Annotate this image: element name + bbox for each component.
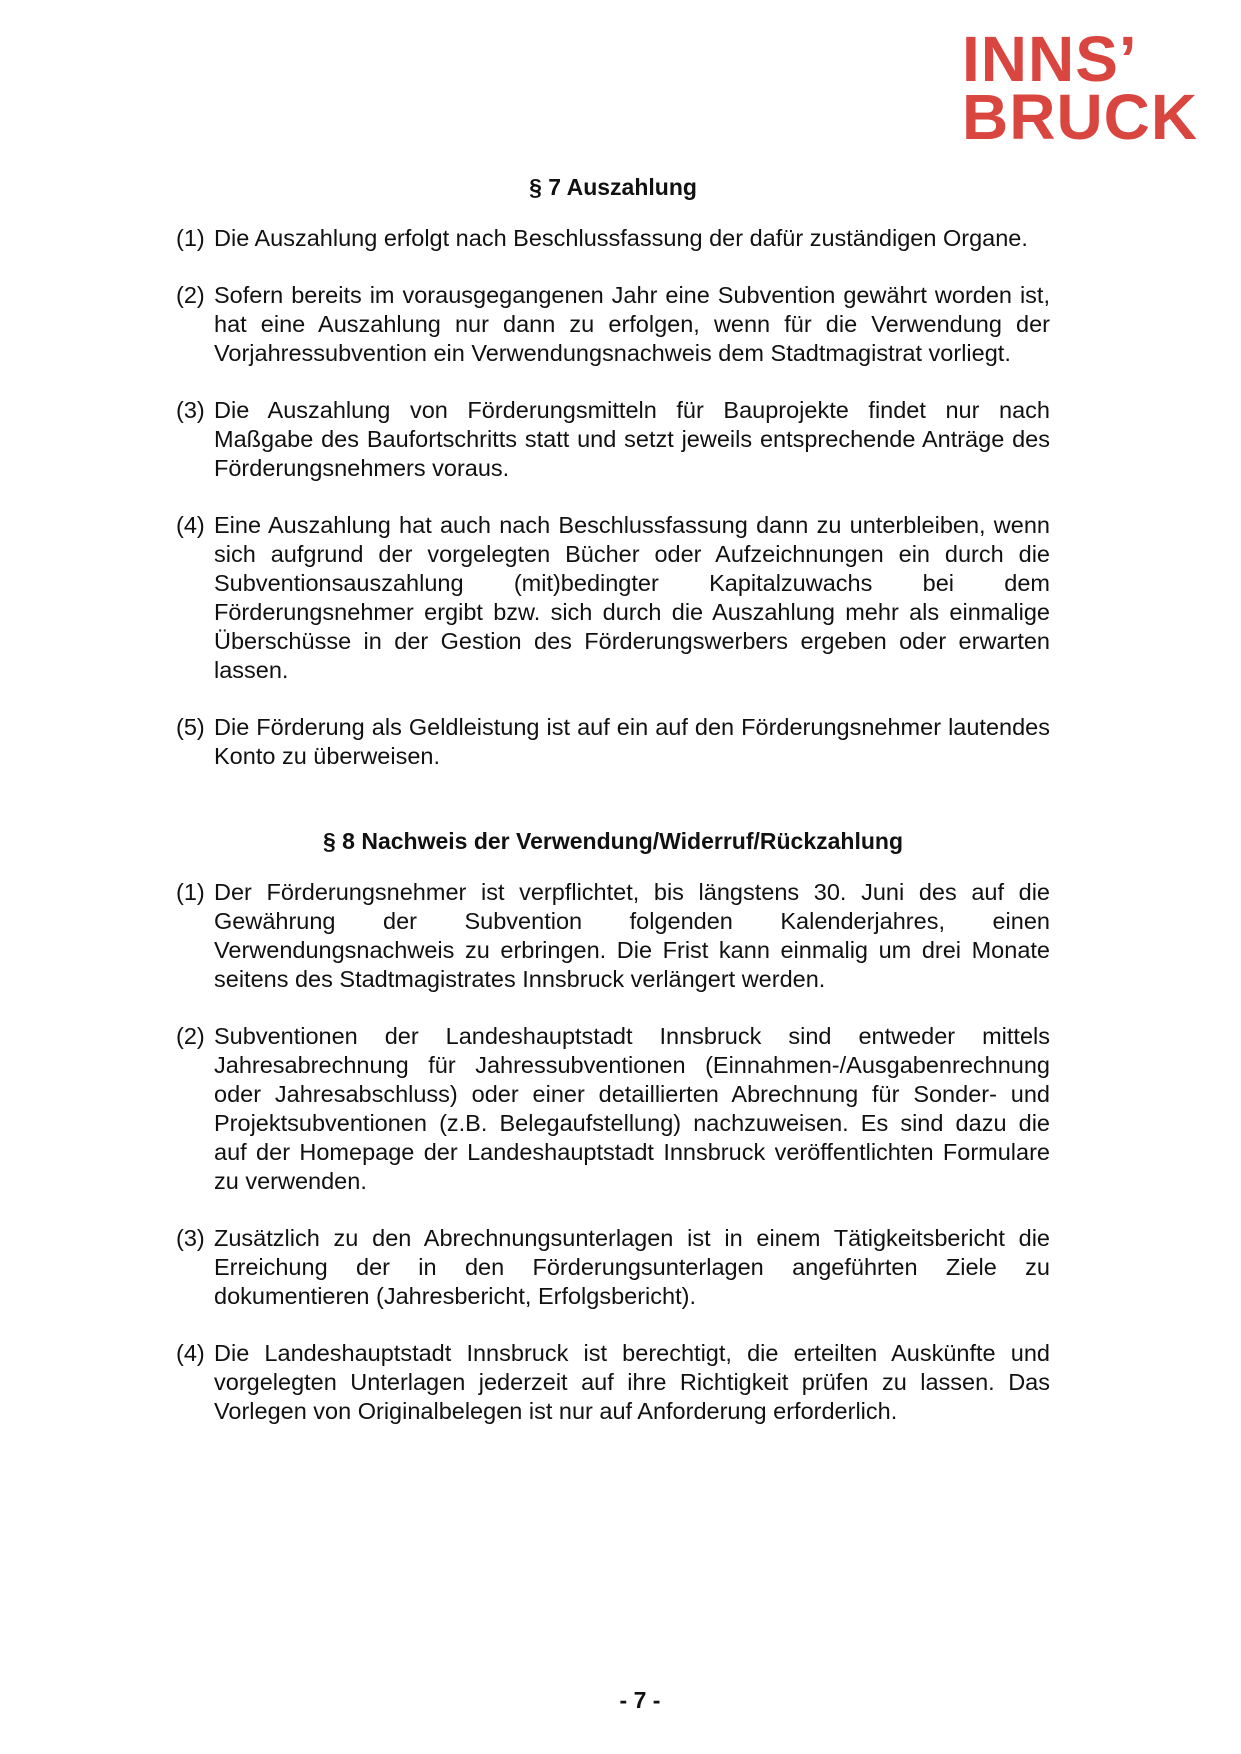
- section-7-title: § 7 Auszahlung: [529, 174, 697, 200]
- clause-number: (4): [176, 512, 205, 538]
- section-7-clause-5: [176, 713, 1050, 771]
- clause-text: Zusätzlich zu den Abrechnungsunterlagen ist in einem Tätigkeitsbericht die Erreichung der in den Förderungsunterlagen angeführten Ziele zu dokumentieren (Jahresbericht, Erfolgsbericht).: [214, 1225, 1050, 1309]
- page-number: - 7 -: [619, 1687, 661, 1713]
- clause-number: (3): [176, 1225, 205, 1251]
- clause-text: Eine Auszahlung hat auch nach Beschlussfassung dann zu unterbleiben, wenn sich aufgrund der vorgelegten Bücher oder Aufzeichnungen ein durch die Subventionsauszahlung (mit)bedingter Kapitalzuwachs bei dem Förderungsnehmer ergibt bzw. sich durch die Auszahlung mehr als einmalige Überschüsse in der Gestion des Förderungswerbers ergeben oder erwarten lassen.: [214, 512, 1050, 683]
- section-8-clause-4: [176, 1339, 1050, 1426]
- logo-line-2: BRUCK: [962, 81, 1199, 153]
- clause-number: (1): [176, 225, 205, 251]
- clause-text: Subventionen der Landeshauptstadt Innsbruck sind entweder mittels Jahresabrechnung für Jahressubventionen (Einnahmen-/Ausgabenrechnung oder Jahresabschluss) oder einer detaillierten Abrechnung für Sonder- und Projektsubventionen (z.B. Belegaufstellung) nachzuweisen. Es sind dazu die auf der Homepage der Landeshauptstadt Innsbruck veröffentlichten Formulare zu verwenden.: [214, 1023, 1050, 1194]
- section-7-clause-2: [176, 281, 1050, 368]
- section-8-clause-3: [176, 1224, 1050, 1311]
- clause-text: Die Förderung als Geldleistung ist auf ein auf den Förderungsnehmer lautendes Konto zu überweisen.: [214, 714, 1050, 769]
- section-7-clause-4: [176, 511, 1050, 685]
- section-7-clause-1: [176, 224, 1050, 253]
- clause-text: Sofern bereits im vorausgegangenen Jahr eine Subvention gewährt worden ist, hat eine Auszahlung nur dann zu erfolgen, wenn für die Verwendung der Vorjahressubvention ein Verwendungsnachweis dem Stadtmagistrat vorliegt.: [214, 282, 1050, 366]
- section-8-title: § 8 Nachweis der Verwendung/Widerruf/Rückzahlung: [322, 828, 904, 854]
- clause-text: Die Landeshauptstadt Innsbruck ist berechtigt, die erteilten Auskünfte und vorgelegten Unterlagen jederzeit auf ihre Richtigkeit prüfen zu lassen. Das Vorlegen von Originalbelegen ist nur auf Anforderung erforderlich.: [214, 1340, 1050, 1424]
- clause-number: (5): [176, 714, 205, 740]
- clause-text: Die Auszahlung von Förderungsmitteln für Bauprojekte findet nur nach Maßgabe des Baufortschritts statt und setzt jeweils entsprechende Anträge des Förderungsnehmers voraus.: [214, 397, 1050, 481]
- section-7-clause-3: [176, 396, 1050, 483]
- section-8-clauses: [176, 878, 1050, 1426]
- section-7-clauses: [176, 224, 1050, 771]
- section-8-clause-1: [176, 878, 1050, 994]
- clause-text: Der Förderungsnehmer ist verpflichtet, bis längstens 30. Juni des auf die Gewährung der Subvention folgenden Kalenderjahres, einen Verwendungsnachweis zu erbringen. Die Frist kann einmalig um drei Monate seitens des Stadtmagistrates Innsbruck verlängert werden.: [214, 879, 1050, 992]
- clause-number: (2): [176, 282, 205, 308]
- clause-number: (2): [176, 1023, 205, 1049]
- logo-line-1: INNS’: [962, 23, 1138, 95]
- document-body: [176, 173, 1050, 1426]
- section-8-clause-2: [176, 1022, 1050, 1196]
- innsbruck-logo: [962, 23, 1212, 153]
- clause-number: (1): [176, 879, 205, 905]
- clause-text: Die Auszahlung erfolgt nach Beschlussfassung der dafür zuständigen Organe.: [214, 225, 1028, 251]
- clause-number: (3): [176, 397, 205, 423]
- clause-number: (4): [176, 1340, 205, 1366]
